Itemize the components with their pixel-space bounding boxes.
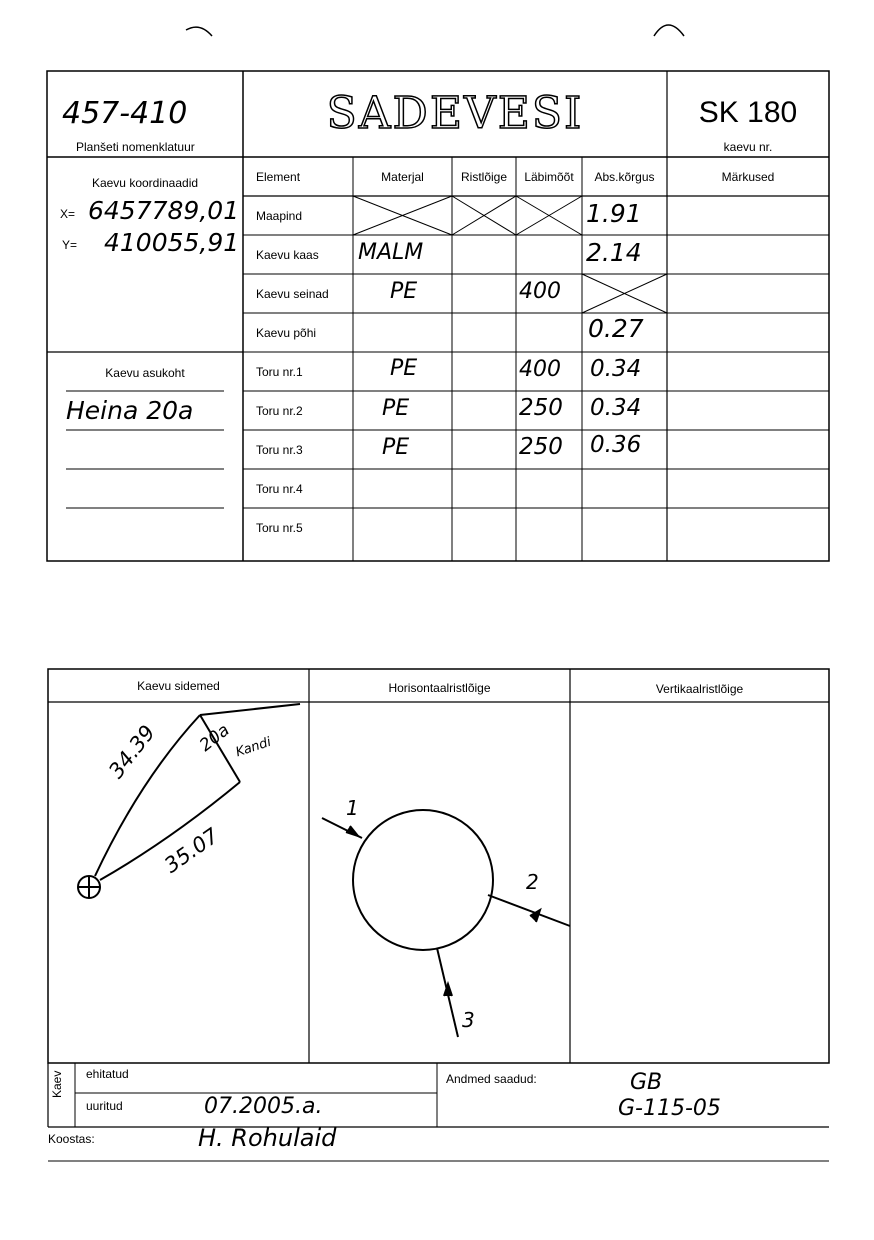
distance-2: 35.07 <box>160 823 224 878</box>
distance-1: 34.39 <box>104 720 160 783</box>
row-elevation: 2.14 <box>586 238 642 267</box>
row-element: Maapind <box>256 209 303 223</box>
corner-label: Kandi <box>234 734 274 761</box>
x-label: X= <box>60 207 76 221</box>
row-material: PE <box>390 356 418 381</box>
ties-header: Kaevu sidemed <box>137 679 220 693</box>
well-number-label: kaevu nr. <box>723 140 773 154</box>
row-elevation: 0.34 <box>590 356 642 382</box>
kaev-label: Kaev <box>50 1070 64 1098</box>
well-number-value: SK 180 <box>698 96 798 129</box>
row-element: Toru nr.3 <box>256 443 303 457</box>
x-value: 6457789,01 <box>88 196 240 225</box>
row-element: Kaevu seinad <box>256 287 329 301</box>
row-material: PE <box>382 396 410 421</box>
row-element: Toru nr.1 <box>256 365 303 379</box>
horizontal-header: Horisontaalristlõige <box>388 681 491 695</box>
row-material: PE <box>382 435 410 460</box>
y-label: Y= <box>62 238 78 252</box>
nomenclature-value: 457-410 <box>62 96 188 131</box>
row-elevation: 1.91 <box>586 199 642 228</box>
location-label: Kaevu asukoht <box>105 366 185 380</box>
y-value: 410055,91 <box>104 228 240 257</box>
compiled-label: Koostas: <box>48 1132 95 1146</box>
surveyed-value: 07.2005.a. <box>204 1094 323 1119</box>
row-material: MALM <box>358 240 424 265</box>
tie-sketch <box>78 704 300 898</box>
header-element: Element <box>256 170 301 184</box>
vertical-header: Vertikaalristlõige <box>655 682 744 696</box>
built-label: ehitatud <box>86 1067 129 1081</box>
page-title: SADEVESI <box>326 88 584 139</box>
data-value-2: G-115-05 <box>618 1096 721 1121</box>
row-diameter: 250 <box>519 395 563 421</box>
house-number: 20a <box>196 720 234 756</box>
header-notes: Märkused <box>721 170 775 184</box>
pipe-3-label: 3 <box>462 1008 475 1032</box>
header-diameter: Läbimõõt <box>524 170 574 184</box>
location-value: Heina 20a <box>66 396 194 425</box>
pipe-1-label: 1 <box>346 796 359 820</box>
row-element: Toru nr.4 <box>256 482 303 496</box>
header-material: Materjal <box>381 170 424 184</box>
nomenclature-label: Planšeti nomenklatuur <box>76 140 195 154</box>
data-value-1: GB <box>630 1070 663 1095</box>
row-elevation: 0.36 <box>590 432 642 458</box>
row-diameter: 400 <box>519 279 561 304</box>
row-diameter: 250 <box>519 434 563 460</box>
row-elevation: 0.27 <box>588 314 644 343</box>
header-cross: Ristlõige <box>460 170 508 184</box>
row-diameter: 400 <box>519 357 561 382</box>
data-label: Andmed saadud: <box>446 1072 537 1086</box>
coords-label: Kaevu koordinaadid <box>91 176 199 190</box>
surveyed-label: uuritud <box>86 1099 123 1113</box>
row-element: Kaevu põhi <box>256 326 317 340</box>
row-elevation: 0.34 <box>590 395 642 421</box>
compiled-value: H. Rohulaid <box>198 1124 337 1152</box>
pipe-2-label: 2 <box>526 870 539 894</box>
horizontal-section <box>322 810 570 1037</box>
row-element: Toru nr.2 <box>256 404 303 418</box>
header-elevation: Abs.kõrgus <box>594 170 655 184</box>
row-element: Kaevu kaas <box>256 248 319 262</box>
row-material: PE <box>390 279 418 304</box>
row-element: Toru nr.5 <box>256 521 303 535</box>
